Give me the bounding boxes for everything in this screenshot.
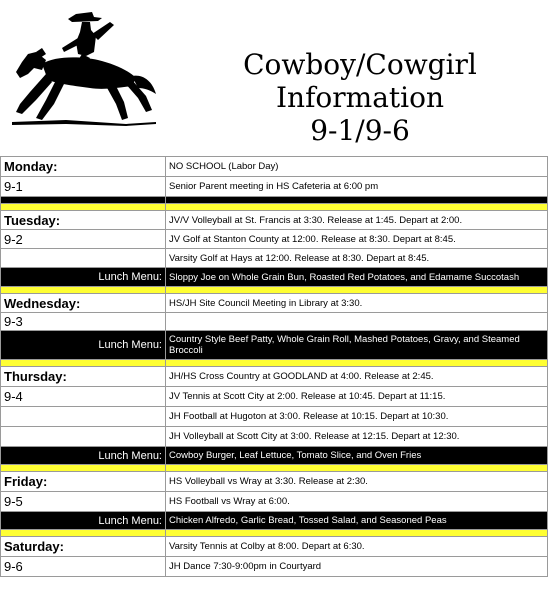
lunch-row	[1, 512, 548, 530]
day-name: Monday:	[1, 157, 166, 177]
table-row	[1, 557, 548, 577]
table-row	[1, 177, 548, 197]
divider-yellow	[1, 204, 548, 211]
lunch-row	[1, 268, 548, 287]
event-cell: JV Golf at Stanton County at 12:00. Release at 8:30. Depart at 8:45.	[166, 230, 548, 249]
day-date: 9-3	[1, 313, 166, 331]
table-row	[1, 313, 548, 331]
table-row	[1, 294, 548, 313]
lunch-label: Lunch Menu:	[1, 447, 166, 465]
event-cell: Senior Parent meeting in HS Cafeteria at 6:00 pm	[166, 177, 548, 197]
title-line: 9-1/9-6	[310, 114, 410, 147]
event-cell: NO SCHOOL (Labor Day)	[166, 157, 548, 177]
table-row	[1, 537, 548, 557]
lunch-row	[1, 331, 548, 360]
day-name: Wednesday:	[1, 294, 166, 313]
table-row	[1, 211, 548, 230]
schedule-table	[0, 156, 548, 577]
lunch-menu: Country Style Beef Patty, Whole Grain Roll, Mashed Potatoes, Gravy, and Steamed Broccoli	[166, 331, 548, 360]
table-row	[1, 249, 548, 268]
title-line: Information	[275, 81, 445, 114]
table-row	[1, 387, 548, 407]
day-date: 9-2	[1, 230, 166, 249]
event-cell: JH Football at Hugoton at 3:00. Release at 10:15. Depart at 10:30.	[166, 407, 548, 427]
event-cell: JH Dance 7:30-9:00pm in Courtyard	[166, 557, 548, 577]
event-cell: HS/JH Site Council Meeting in Library at 3:30.	[166, 294, 548, 313]
day-name: Friday:	[1, 472, 166, 492]
day-date: 9-4	[1, 387, 166, 407]
day-date: 9-6	[1, 557, 166, 577]
lunch-row	[1, 447, 548, 465]
divider-yellow	[1, 530, 548, 537]
day-date: 9-5	[1, 492, 166, 512]
lunch-label: Lunch Menu:	[1, 331, 166, 360]
event-cell: JH Volleyball at Scott City at 3:00. Release at 12:15. Depart at 12:30.	[166, 427, 548, 447]
table-row	[1, 407, 548, 427]
title-line: Cowboy/Cowgirl	[243, 48, 477, 81]
lunch-menu: Sloppy Joe on Whole Grain Bun, Roasted Red Potatoes, and Edamame Succotash	[166, 268, 548, 287]
day-name: Thursday:	[1, 367, 166, 387]
table-row	[1, 367, 548, 387]
divider-yellow	[1, 287, 548, 294]
table-row	[1, 492, 548, 512]
divider-yellow	[1, 465, 548, 472]
day-name: Saturday:	[1, 537, 166, 557]
event-cell: Varsity Tennis at Colby at 8:00. Depart at 6:30.	[166, 537, 548, 557]
divider-yellow	[1, 360, 548, 367]
bucking-horse-rider-icon	[6, 8, 162, 132]
table-row	[1, 472, 548, 492]
day-name: Tuesday:	[1, 211, 166, 230]
divider-black	[1, 197, 548, 204]
table-row	[1, 427, 548, 447]
event-cell: HS Football vs Wray at 6:00.	[166, 492, 548, 512]
lunch-label: Lunch Menu:	[1, 268, 166, 287]
event-cell: JV Tennis at Scott City at 2:00. Release at 10:45. Depart at 11:15.	[166, 387, 548, 407]
table-row	[1, 230, 548, 249]
table-row	[1, 157, 548, 177]
event-cell: HS Volleyball vs Wray at 3:30. Release at 2:30.	[166, 472, 548, 492]
page-title	[190, 48, 530, 147]
lunch-menu: Chicken Alfredo, Garlic Bread, Tossed Salad, and Seasoned Peas	[166, 512, 548, 530]
lunch-menu: Cowboy Burger, Leaf Lettuce, Tomato Slice, and Oven Fries	[166, 447, 548, 465]
lunch-label: Lunch Menu:	[1, 512, 166, 530]
event-cell: Varsity Golf at Hays at 12:00. Release at 8:30. Depart at 8:45.	[166, 249, 548, 268]
day-date: 9-1	[1, 177, 166, 197]
header	[0, 0, 548, 156]
event-cell: JV/V Volleyball at St. Francis at 3:30. Release at 1:45. Depart at 2:00.	[166, 211, 548, 230]
event-cell: JH/HS Cross Country at GOODLAND at 4:00. Release at 2:45.	[166, 367, 548, 387]
